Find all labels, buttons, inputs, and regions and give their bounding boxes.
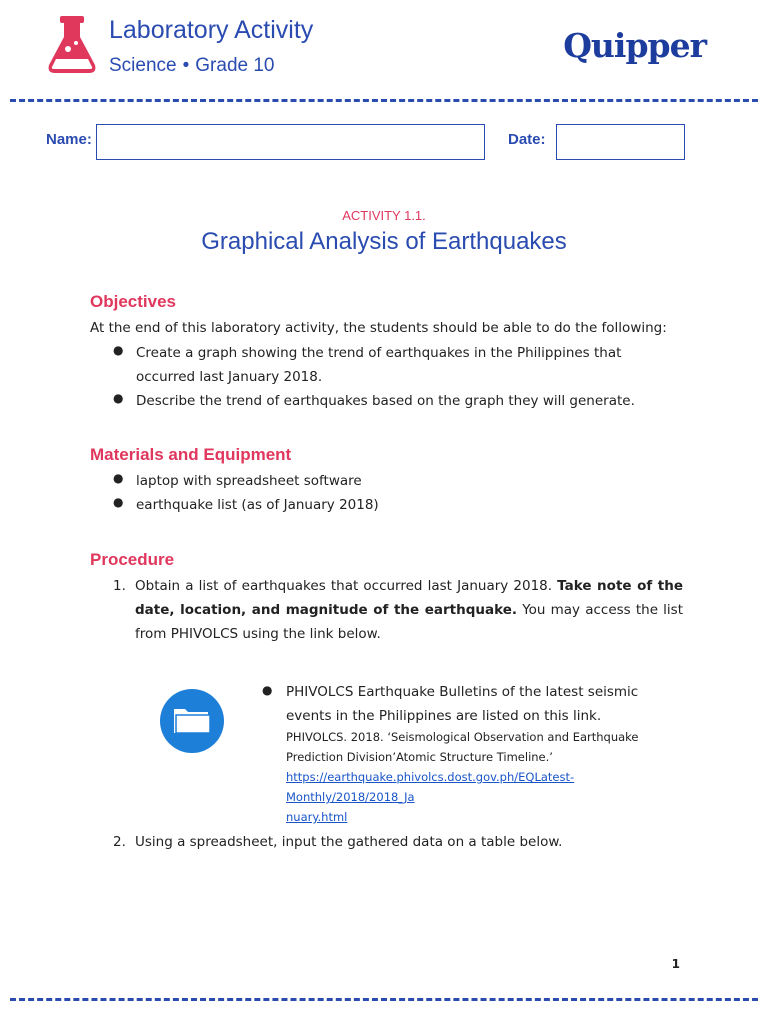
resource-link[interactable] [286, 767, 686, 827]
procedure-heading: Procedure [90, 550, 175, 569]
objectives-heading: Objectives [90, 292, 176, 311]
materials-list [110, 469, 690, 517]
list-item [110, 493, 690, 517]
step1-text [135, 574, 683, 646]
list-item [110, 469, 690, 493]
name-label: Name: [46, 131, 92, 148]
resource-link-line2[interactable]: nuary.html [286, 810, 348, 824]
header-divider [10, 99, 758, 102]
step1-text-bold: Take note of the date, location, and magnitude of the earthquake. [135, 578, 683, 618]
date-label: Date: [508, 131, 546, 148]
flask-icon [46, 15, 98, 75]
date-field[interactable] [556, 124, 685, 160]
bullet-icon: ● [113, 343, 124, 357]
materials-heading: Materials and Equipment [90, 445, 292, 464]
list-item [110, 389, 684, 413]
step2-text: Using a spreadsheet, input the gathered data on a table below. [135, 834, 563, 850]
resource-link-line1[interactable]: https://earthquake.phivolcs.dost.gov.ph/EQLatest-Monthly/2018/2018_Ja [286, 770, 575, 804]
footer-divider [10, 998, 758, 1001]
objectives-list [110, 341, 690, 413]
header-subtitle [109, 55, 275, 77]
material-text: laptop with spreadsheet software [136, 473, 362, 489]
objectives-intro: At the end of this laboratory activity, the students should be able to do the following: [90, 320, 667, 336]
quipper-logo: Quipper [563, 26, 706, 65]
subject-label: Science [109, 55, 177, 76]
header-title: Laboratory Activity [109, 16, 314, 44]
objective-text: Create a graph showing the trend of earthquakes in the Philippines that occurred last January 2018. [136, 345, 622, 385]
bullet-icon: ● [262, 683, 273, 697]
resource-text: PHIVOLCS Earthquake Bulletins of the latest seismic events in the Philippines are listed on this link. [286, 684, 639, 724]
folder-icon[interactable] [159, 688, 225, 754]
bullet-icon: ● [113, 471, 124, 485]
page-number: 1 [671, 957, 680, 971]
step-number: 1. [113, 578, 126, 594]
activity-number: ACTIVITY 1.1. [342, 208, 426, 223]
list-item [110, 341, 684, 389]
resource-citation: PHIVOLCS. 2018. ‘Seismological Observation and Earthquake Prediction Division’Atomic Structure Timeline.’ [286, 730, 639, 764]
name-field[interactable] [96, 124, 485, 160]
step1-text-b: You may access the list from PHIVOLCS using the link below. [135, 602, 684, 642]
activity-title: Graphical Analysis of Earthquakes [201, 228, 567, 255]
grade-label: Grade 10 [195, 55, 275, 76]
step1-text-a: Obtain a list of earthquakes that occurred last January 2018. [135, 578, 553, 594]
bullet-icon: ● [113, 495, 124, 509]
bullet-icon: ● [113, 391, 124, 405]
objective-text: Describe the trend of earthquakes based on the graph they will generate. [136, 393, 635, 409]
separator-dot: • [182, 55, 190, 76]
step-number: 2. [113, 834, 126, 850]
material-text: earthquake list (as of January 2018) [136, 497, 379, 513]
